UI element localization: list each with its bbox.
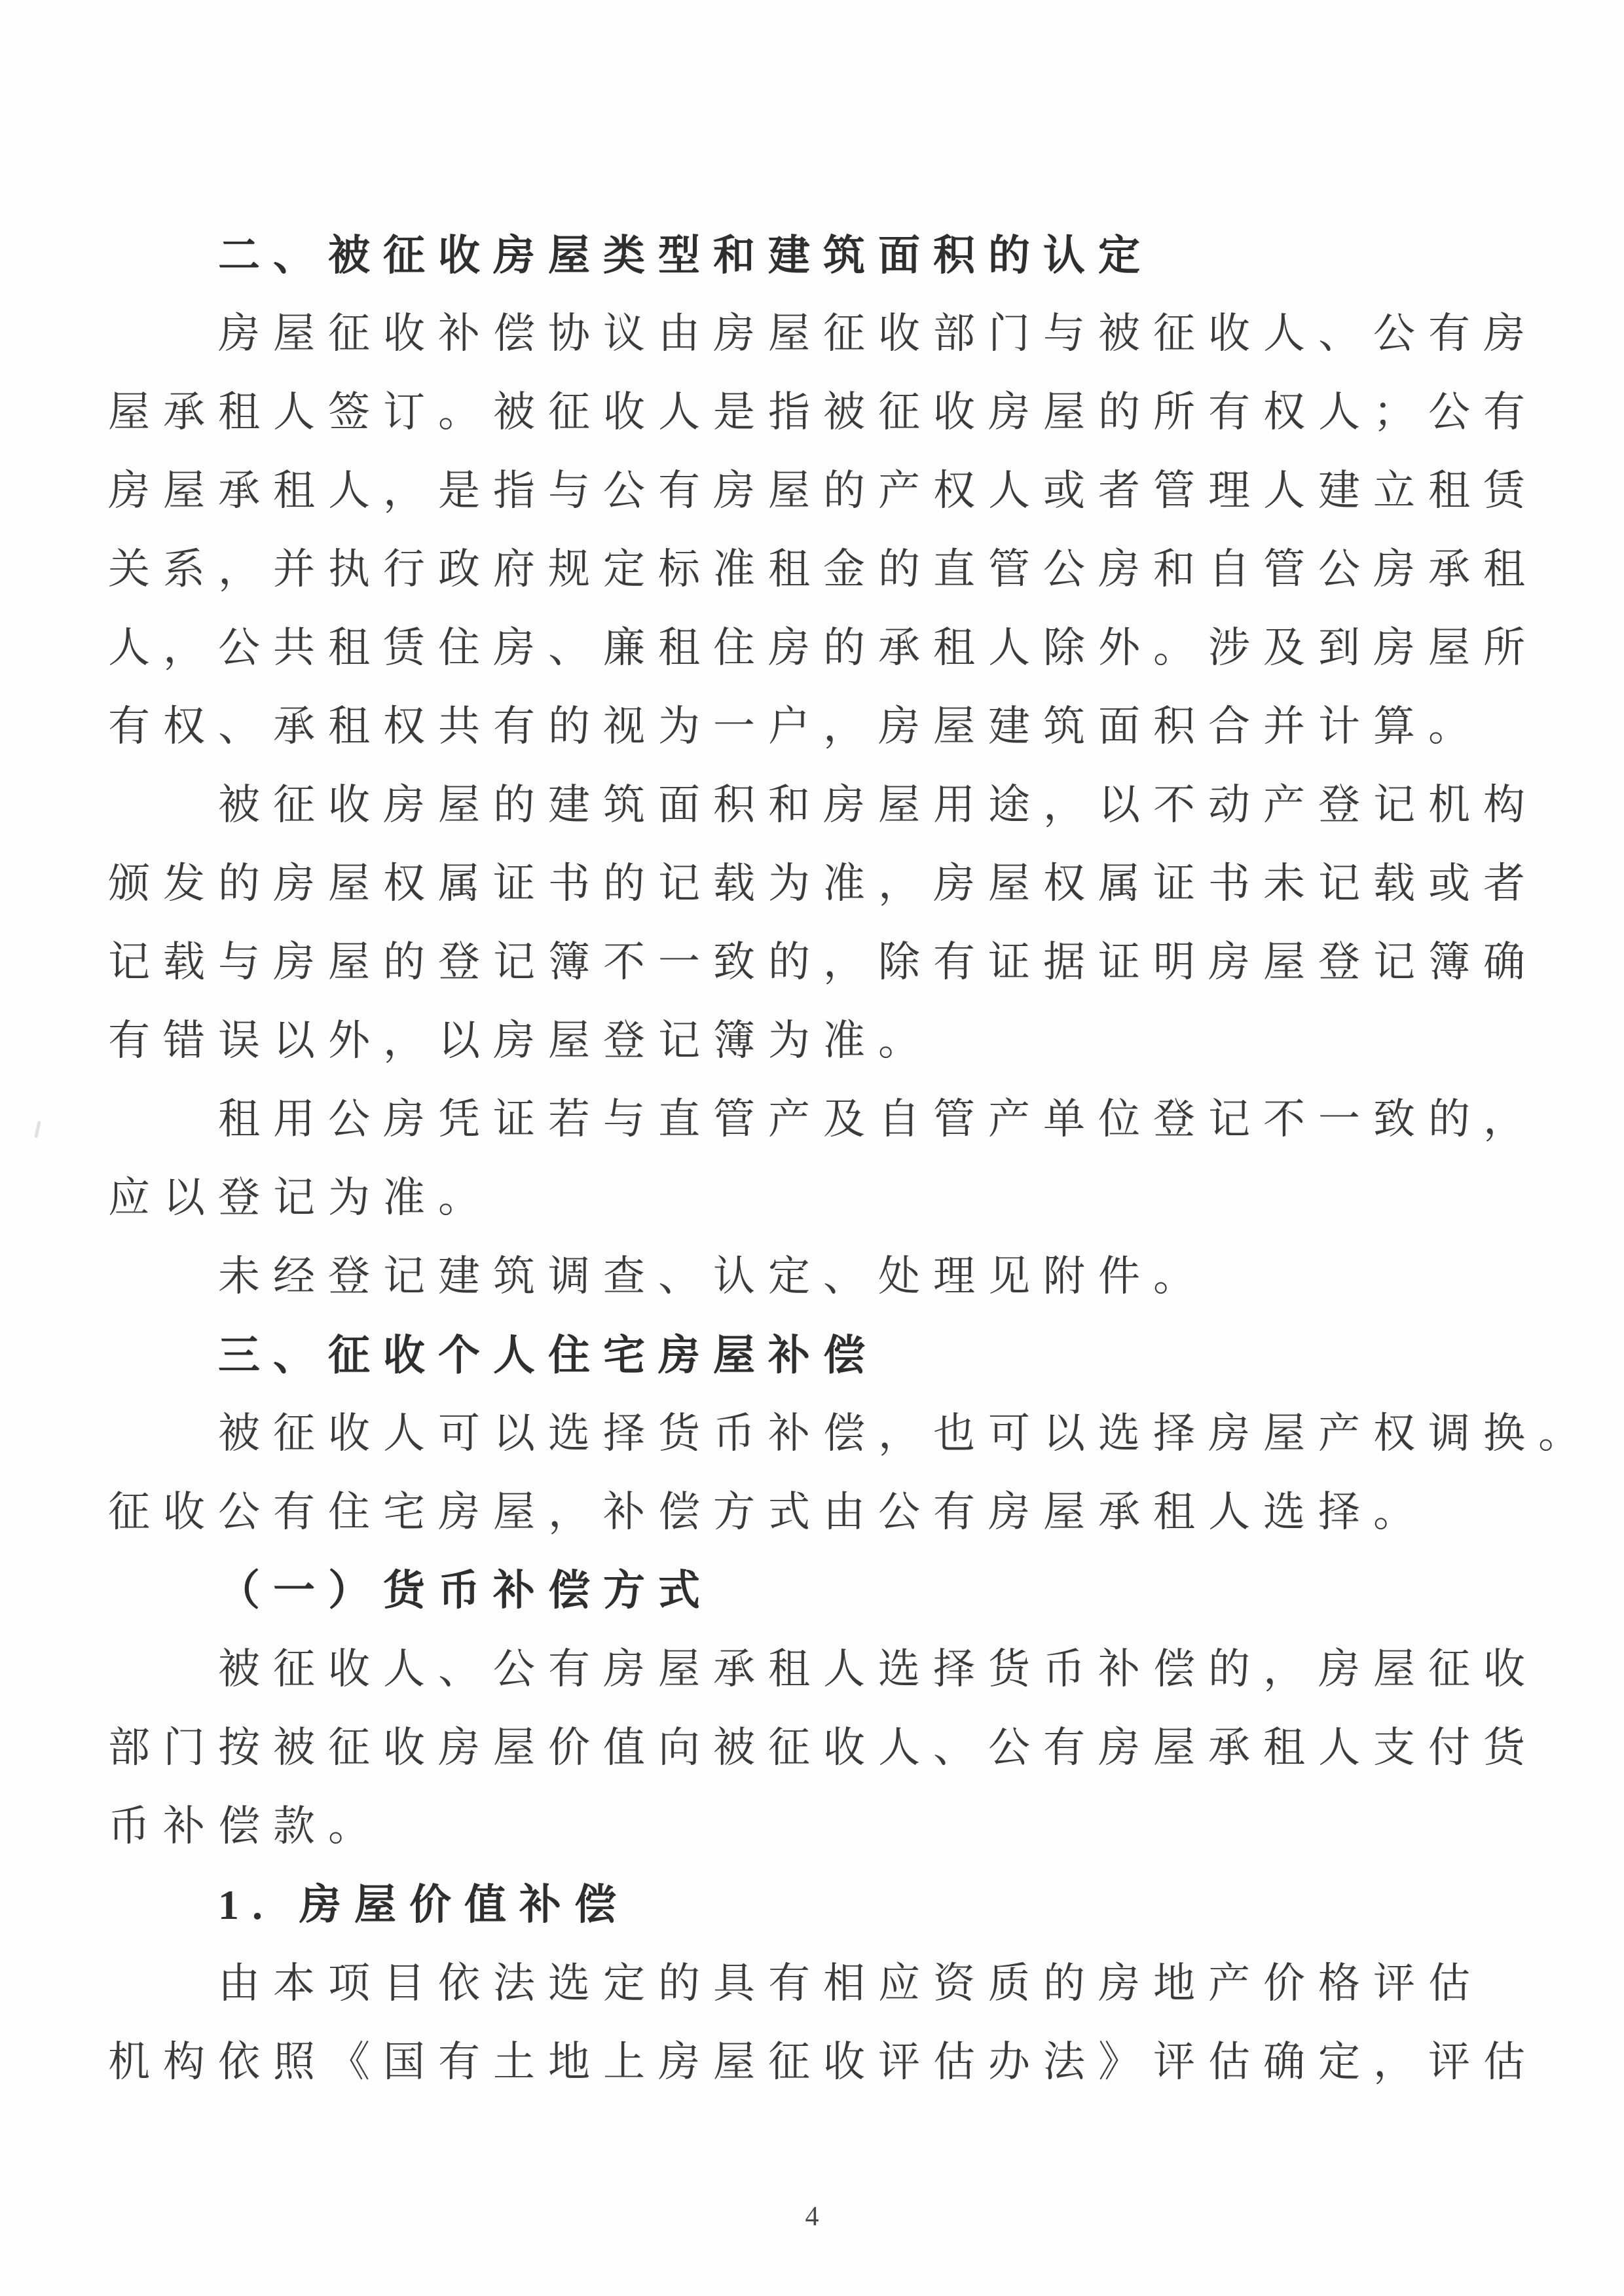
paragraph-line: 被征收房屋的建筑面积和房屋用途，以不动产登记机构 (218, 782, 1538, 828)
paragraph-line: 币补偿款。 (108, 1803, 383, 1850)
paragraph-line: 屋承租人签订。被征收人是指被征收房屋的所有权人；公有 (108, 389, 1538, 435)
paragraph-line: 由本项目依法选定的具有相应资质的房地产价格评估 (218, 1960, 1483, 2007)
paragraph-line: 房屋征收补偿协议由房屋征收部门与被征收人、公有房 (218, 310, 1538, 357)
paragraph-line: 记载与房屋的登记簿不一致的，除有证据证明房屋登记簿确 (108, 939, 1538, 985)
paragraph-line: 机构依照《国有土地上房屋征收评估办法》评估确定，评估 (108, 2039, 1538, 2085)
document-body (108, 216, 1593, 2102)
section-heading-3: 三、征收个人住宅房屋补偿 (218, 1332, 878, 1379)
paragraph-line: 有权、承租权共有的视为一户，房屋建筑面积合并计算。 (108, 703, 1483, 750)
paragraph-line: 部门按被征收房屋价值向被征收人、公有房屋承租人支付货 (108, 1724, 1538, 1771)
paragraph-line: 租用公房凭证若与直管产及自管产单位登记不一致的， (218, 1096, 1538, 1142)
paragraph-line: 被征收人可以选择货币补偿，也可以选择房屋产权调换。 (218, 1410, 1593, 1457)
paragraph-line: 颁发的房屋权属证书的记载为准，房屋权属证书未记载或者 (108, 860, 1538, 907)
section-heading-2: 二、被征收房屋类型和建筑面积的认定 (218, 232, 1153, 279)
scan-artifact (34, 1121, 41, 1138)
page-number: 4 (805, 2202, 819, 2232)
paragraph-line: 征收公有住宅房屋，补偿方式由公有房屋承租人选择。 (108, 1489, 1428, 1535)
paragraph-line: 有错误以外，以房屋登记簿为准。 (108, 1017, 933, 1064)
paragraph-line: 房屋承租人，是指与公有房屋的产权人或者管理人建立租赁 (108, 467, 1538, 514)
paragraph-line: 人，公共租赁住房、廉租住房的承租人除外。涉及到房屋所 (108, 625, 1538, 671)
subsection-heading-2: 1. 房屋价值补偿 (218, 1882, 629, 1928)
paragraph-line: 应以登记为准。 (108, 1175, 493, 1221)
paragraph-line: 被征收人、公有房屋承租人选择货币补偿的，房屋征收 (218, 1646, 1538, 1692)
paragraph-line: 关系，并执行政府规定标准租金的直管公房和自管公房承租 (108, 546, 1538, 592)
subsection-heading-1: （一）货币补偿方式 (218, 1567, 713, 1614)
paragraph-line: 未经登记建筑调查、认定、处理见附件。 (218, 1253, 1208, 1300)
